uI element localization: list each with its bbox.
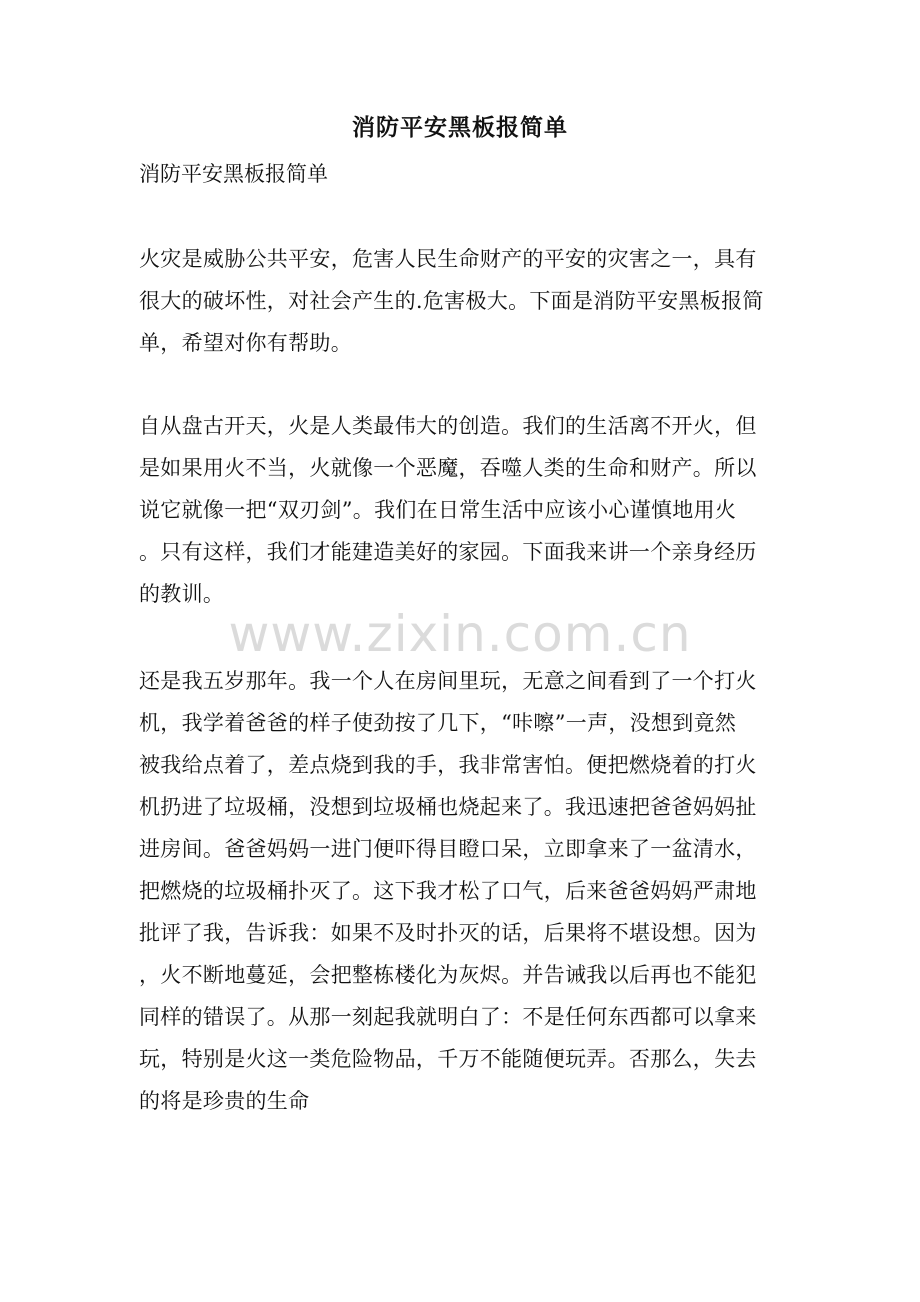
paragraph-fire-history <box>139 405 779 615</box>
paragraph-line: 机，我学着爸爸的样子使劲按了几下，“咔嚓”一声，没想到竟然 <box>139 711 737 735</box>
paragraph-intro <box>139 238 779 364</box>
paragraph-line: 的教训。 <box>139 582 225 606</box>
paragraph-line: 。只有这样，我们才能建造美好的家园。下面我来讲一个亲身经历 <box>139 540 757 564</box>
paragraph-line: 把燃烧的垃圾桶扑灭了。这下我才松了口气，后来爸爸妈妈严肃地 <box>139 879 757 903</box>
paragraph-line: 单，希望对你有帮助。 <box>139 331 352 355</box>
paragraph-line: 进房间。爸爸妈妈一进门便吓得目瞪口呆，立即拿来了一盆清水， <box>139 837 757 861</box>
paragraph-personal-story <box>139 660 779 1122</box>
paragraph-line: 被我给点着了，差点烧到我的手，我非常害怕。便把燃烧着的打火 <box>139 753 757 777</box>
paragraph-line: 火灾是威胁公共平安，危害人民生命财产的平安的灾害之一，具有 <box>139 247 757 271</box>
paragraph-line: 玩，特别是火这一类危险物品，千万不能随便玩弄。否那么，失去 <box>139 1047 757 1071</box>
document-title: 消防平安黑板报简单 <box>352 114 568 141</box>
paragraph-line: ，火不断地蔓延，会把整栋楼化为灰烬。并告诫我以后再也不能犯 <box>139 963 757 987</box>
paragraph-line: 自从盘古开天，火是人类最伟大的创造。我们的生活离不开火，但 <box>139 414 757 438</box>
document-subtitle: 消防平安黑板报简单 <box>139 162 328 186</box>
paragraph-line: 机扔进了垃圾桶，没想到垃圾桶也烧起来了。我迅速把爸爸妈妈扯 <box>139 795 757 819</box>
paragraph-line: 还是我五岁那年。我一个人在房间里玩，无意之间看到了一个打火 <box>139 669 757 693</box>
paragraph-line: 说它就像一把“双刃剑”。我们在日常生活中应该小心谨慎地用火 <box>139 498 737 522</box>
watermark-text: www.zixin.com.cn <box>228 605 692 663</box>
paragraph-line: 很大的破坏性，对社会产生的.危害极大。下面是消防平安黑板报简 <box>139 289 764 313</box>
paragraph-line: 是如果用火不当，火就像一个恶魔，吞噬人类的生命和财产。所以 <box>139 456 757 480</box>
paragraph-line: 批评了我，告诉我：如果不及时扑灭的话，后果将不堪设想。因为 <box>139 921 757 945</box>
paragraph-line: 的将是珍贵的生命 <box>139 1089 310 1113</box>
paragraph-line: 同样的错误了。从那一刻起我就明白了：不是任何东西都可以拿来 <box>139 1005 757 1029</box>
